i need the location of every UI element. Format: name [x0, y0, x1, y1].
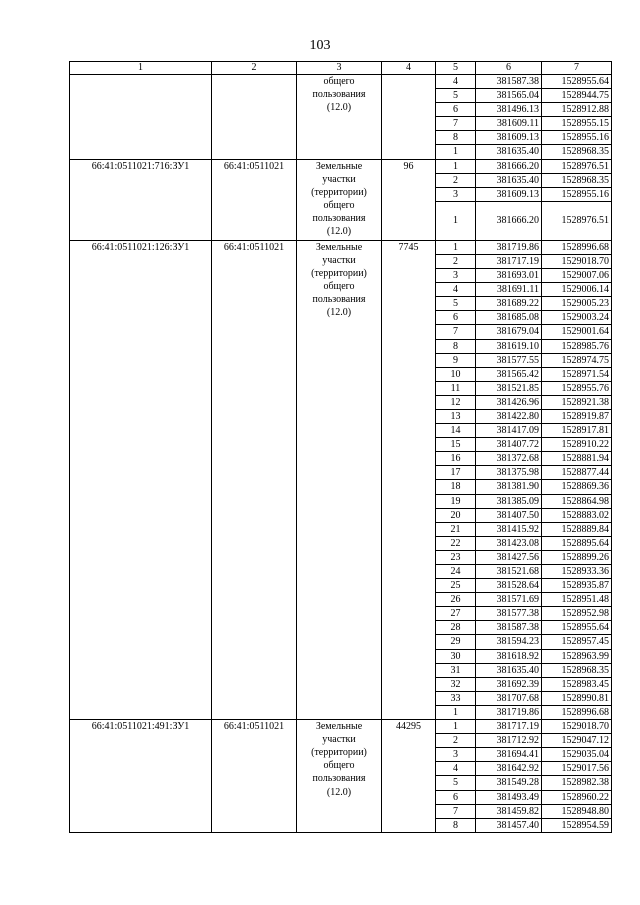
y-coordinate-cell: 1528954.59 [542, 818, 612, 832]
point-number-cell: 17 [436, 466, 476, 480]
y-coordinate-cell: 1529007.06 [542, 269, 612, 283]
point-number-cell: 26 [436, 593, 476, 607]
point-number-cell: 3 [436, 748, 476, 762]
x-coordinate-cell: 381407.50 [476, 508, 542, 522]
x-coordinate-cell: 381666.20 [476, 201, 542, 240]
point-number-cell: 21 [436, 522, 476, 536]
cadastral-quarter-cell: 66:41:0511021 [212, 720, 297, 833]
table-row [70, 159, 612, 173]
y-coordinate-cell: 1528955.76 [542, 381, 612, 395]
cadastral-quarter-cell: 66:41:0511021 [212, 240, 297, 719]
table-row [70, 75, 612, 89]
point-number-cell: 2 [436, 173, 476, 187]
header-col-7: 7 [542, 62, 612, 75]
y-coordinate-cell: 1528968.35 [542, 145, 612, 159]
x-coordinate-cell: 381422.80 [476, 409, 542, 423]
y-coordinate-cell: 1528864.98 [542, 494, 612, 508]
permitted-use-line: участки [322, 173, 356, 185]
x-coordinate-cell: 381619.10 [476, 339, 542, 353]
permitted-use-line: Земельные [315, 241, 363, 253]
point-number-cell: 5 [436, 297, 476, 311]
y-coordinate-cell: 1528976.51 [542, 201, 612, 240]
y-coordinate-cell: 1528935.87 [542, 579, 612, 593]
x-coordinate-cell: 381635.40 [476, 145, 542, 159]
x-coordinate-cell: 381717.19 [476, 254, 542, 268]
permitted-use-line: (12.0) [326, 226, 352, 238]
y-coordinate-cell: 1528951.48 [542, 593, 612, 607]
coordinates-table [69, 61, 612, 833]
point-number-cell: 8 [436, 818, 476, 832]
permitted-use-line: (территории) [311, 268, 367, 280]
x-coordinate-cell: 381423.08 [476, 536, 542, 550]
x-coordinate-cell: 381712.92 [476, 734, 542, 748]
y-coordinate-cell: 1528895.64 [542, 536, 612, 550]
point-number-cell: 12 [436, 395, 476, 409]
x-coordinate-cell: 381635.40 [476, 173, 542, 187]
point-number-cell: 2 [436, 254, 476, 268]
point-number-cell: 7 [436, 117, 476, 131]
x-coordinate-cell: 381679.04 [476, 325, 542, 339]
y-coordinate-cell: 1529018.70 [542, 254, 612, 268]
permitted-use-line: пользования [312, 89, 366, 101]
x-coordinate-cell: 381693.01 [476, 269, 542, 283]
point-number-cell: 16 [436, 452, 476, 466]
header-col-2: 2 [212, 62, 297, 75]
x-coordinate-cell: 381375.98 [476, 466, 542, 480]
area-cell: 96 [382, 159, 436, 240]
y-coordinate-cell: 1528960.22 [542, 790, 612, 804]
area-cell: 7745 [382, 240, 436, 719]
point-number-cell: 1 [436, 159, 476, 173]
y-coordinate-cell: 1529047.12 [542, 734, 612, 748]
point-number-cell: 29 [436, 635, 476, 649]
permitted-use-line: общего [323, 76, 355, 87]
table-row [70, 720, 612, 734]
y-coordinate-cell: 1529018.70 [542, 720, 612, 734]
y-coordinate-cell: 1528948.80 [542, 804, 612, 818]
y-coordinate-cell: 1528883.02 [542, 508, 612, 522]
x-coordinate-cell: 381565.42 [476, 367, 542, 381]
y-coordinate-cell: 1528955.16 [542, 131, 612, 145]
y-coordinate-cell: 1528955.64 [542, 75, 612, 89]
point-number-cell: 7 [436, 325, 476, 339]
y-coordinate-cell: 1529035.04 [542, 748, 612, 762]
x-coordinate-cell: 381635.40 [476, 663, 542, 677]
x-coordinate-cell: 381426.96 [476, 395, 542, 409]
x-coordinate-cell: 381459.82 [476, 804, 542, 818]
permitted-use-line: (12.0) [326, 102, 352, 114]
point-number-cell: 19 [436, 494, 476, 508]
point-number-cell: 3 [436, 187, 476, 201]
point-number-cell: 22 [436, 536, 476, 550]
point-number-cell: 6 [436, 103, 476, 117]
x-coordinate-cell: 381457.40 [476, 818, 542, 832]
y-coordinate-cell: 1529006.14 [542, 283, 612, 297]
x-coordinate-cell: 381496.13 [476, 103, 542, 117]
x-coordinate-cell: 381565.04 [476, 89, 542, 103]
x-coordinate-cell: 381689.22 [476, 297, 542, 311]
y-coordinate-cell: 1528910.22 [542, 438, 612, 452]
point-number-cell: 13 [436, 409, 476, 423]
header-col-3: 3 [297, 62, 382, 75]
point-number-cell: 4 [436, 75, 476, 89]
permitted-use-line: участки [322, 254, 356, 266]
permitted-use-cell [297, 75, 382, 160]
permitted-use-line: общего [323, 760, 355, 772]
header-row [70, 62, 612, 75]
y-coordinate-cell: 1528955.15 [542, 117, 612, 131]
x-coordinate-cell: 381587.38 [476, 75, 542, 89]
y-coordinate-cell: 1528982.38 [542, 776, 612, 790]
x-coordinate-cell: 381719.86 [476, 240, 542, 254]
point-number-cell: 8 [436, 339, 476, 353]
y-coordinate-cell: 1528996.68 [542, 240, 612, 254]
point-number-cell: 4 [436, 283, 476, 297]
permitted-use-cell [297, 720, 382, 833]
header-col-6: 6 [476, 62, 542, 75]
y-coordinate-cell: 1529001.64 [542, 325, 612, 339]
point-number-cell: 11 [436, 381, 476, 395]
permitted-use-line: Земельные [315, 160, 363, 172]
point-number-cell: 7 [436, 804, 476, 818]
y-coordinate-cell: 1529005.23 [542, 297, 612, 311]
point-number-cell: 6 [436, 311, 476, 325]
area-cell: 44295 [382, 720, 436, 833]
y-coordinate-cell: 1528944.75 [542, 89, 612, 103]
x-coordinate-cell: 381707.68 [476, 691, 542, 705]
permitted-use-line: пользования [312, 773, 366, 785]
point-number-cell: 23 [436, 550, 476, 564]
header-col-4: 4 [382, 62, 436, 75]
point-number-cell: 14 [436, 424, 476, 438]
y-coordinate-cell: 1528974.75 [542, 353, 612, 367]
y-coordinate-cell: 1528957.45 [542, 635, 612, 649]
permitted-use-line: (территории) [311, 747, 367, 759]
x-coordinate-cell: 381427.56 [476, 550, 542, 564]
x-coordinate-cell: 381571.69 [476, 593, 542, 607]
point-number-cell: 24 [436, 565, 476, 579]
permitted-use-line: участки [322, 734, 356, 746]
permitted-use-line: общего [323, 281, 355, 293]
point-number-cell: 2 [436, 734, 476, 748]
x-coordinate-cell: 381642.92 [476, 762, 542, 776]
cadastral-number-cell: 66:41:0511021:716:ЗУ1 [70, 159, 212, 240]
x-coordinate-cell: 381609.11 [476, 117, 542, 131]
y-coordinate-cell: 1528955.16 [542, 187, 612, 201]
point-number-cell: 25 [436, 579, 476, 593]
x-coordinate-cell: 381549.28 [476, 776, 542, 790]
x-coordinate-cell: 381685.08 [476, 311, 542, 325]
point-number-cell: 1 [436, 720, 476, 734]
point-number-cell: 30 [436, 649, 476, 663]
x-coordinate-cell: 381587.38 [476, 621, 542, 635]
point-number-cell: 32 [436, 677, 476, 691]
y-coordinate-cell: 1528963.99 [542, 649, 612, 663]
point-number-cell: 5 [436, 89, 476, 103]
x-coordinate-cell: 381577.38 [476, 607, 542, 621]
x-coordinate-cell: 381692.39 [476, 677, 542, 691]
y-coordinate-cell: 1528933.36 [542, 565, 612, 579]
y-coordinate-cell: 1528912.88 [542, 103, 612, 117]
y-coordinate-cell: 1528968.35 [542, 173, 612, 187]
x-coordinate-cell: 381666.20 [476, 159, 542, 173]
y-coordinate-cell: 1528952.98 [542, 607, 612, 621]
cadastral-quarter-cell [212, 75, 297, 160]
permitted-use-cell [297, 159, 382, 240]
point-number-cell: 33 [436, 691, 476, 705]
area-cell [382, 75, 436, 160]
x-coordinate-cell: 381417.09 [476, 424, 542, 438]
point-number-cell: 15 [436, 438, 476, 452]
x-coordinate-cell: 381577.55 [476, 353, 542, 367]
x-coordinate-cell: 381415.92 [476, 522, 542, 536]
x-coordinate-cell: 381528.64 [476, 579, 542, 593]
permitted-use-line: (территории) [311, 186, 367, 198]
point-number-cell: 20 [436, 508, 476, 522]
y-coordinate-cell: 1528976.51 [542, 159, 612, 173]
y-coordinate-cell: 1528983.45 [542, 677, 612, 691]
y-coordinate-cell: 1528919.87 [542, 409, 612, 423]
point-number-cell: 10 [436, 367, 476, 381]
x-coordinate-cell: 381594.23 [476, 635, 542, 649]
y-coordinate-cell: 1528917.81 [542, 424, 612, 438]
y-coordinate-cell: 1528985.76 [542, 339, 612, 353]
permitted-use-line: (12.0) [326, 307, 352, 319]
table-row [70, 240, 612, 254]
y-coordinate-cell: 1528921.38 [542, 395, 612, 409]
x-coordinate-cell: 381717.19 [476, 720, 542, 734]
x-coordinate-cell: 381372.68 [476, 452, 542, 466]
x-coordinate-cell: 381618.92 [476, 649, 542, 663]
x-coordinate-cell: 381609.13 [476, 187, 542, 201]
cadastral-number-cell [70, 75, 212, 160]
point-number-cell: 18 [436, 480, 476, 494]
y-coordinate-cell: 1529003.24 [542, 311, 612, 325]
y-coordinate-cell: 1529017.56 [542, 762, 612, 776]
x-coordinate-cell: 381609.13 [476, 131, 542, 145]
cadastral-number-cell: 66:41:0511021:126:ЗУ1 [70, 240, 212, 719]
x-coordinate-cell: 381493.49 [476, 790, 542, 804]
y-coordinate-cell: 1528889.84 [542, 522, 612, 536]
point-number-cell: 1 [436, 201, 476, 240]
x-coordinate-cell: 381381.90 [476, 480, 542, 494]
x-coordinate-cell: 381691.11 [476, 283, 542, 297]
x-coordinate-cell: 381694.41 [476, 748, 542, 762]
point-number-cell: 1 [436, 240, 476, 254]
table-body [70, 75, 612, 833]
permitted-use-line: пользования [312, 294, 366, 306]
x-coordinate-cell: 381719.86 [476, 705, 542, 719]
y-coordinate-cell: 1528955.64 [542, 621, 612, 635]
permitted-use-line: (12.0) [326, 786, 352, 798]
cadastral-number-cell: 66:41:0511021:491:ЗУ1 [70, 720, 212, 833]
permitted-use-cell [297, 240, 382, 719]
permitted-use-line: общего [323, 199, 355, 211]
point-number-cell: 28 [436, 621, 476, 635]
point-number-cell: 9 [436, 353, 476, 367]
cadastral-quarter-cell: 66:41:0511021 [212, 159, 297, 240]
y-coordinate-cell: 1528877.44 [542, 466, 612, 480]
point-number-cell: 31 [436, 663, 476, 677]
permitted-use-line: Земельные [315, 721, 363, 733]
y-coordinate-cell: 1528971.54 [542, 367, 612, 381]
y-coordinate-cell: 1528990.81 [542, 691, 612, 705]
y-coordinate-cell: 1528869.36 [542, 480, 612, 494]
point-number-cell: 1 [436, 705, 476, 719]
point-number-cell: 3 [436, 269, 476, 283]
point-number-cell: 1 [436, 145, 476, 159]
y-coordinate-cell: 1528996.68 [542, 705, 612, 719]
y-coordinate-cell: 1528899.26 [542, 550, 612, 564]
y-coordinate-cell: 1528968.35 [542, 663, 612, 677]
x-coordinate-cell: 381521.68 [476, 565, 542, 579]
header-col-5: 5 [436, 62, 476, 75]
point-number-cell: 6 [436, 790, 476, 804]
point-number-cell: 27 [436, 607, 476, 621]
permitted-use-line: пользования [312, 212, 366, 224]
page-number: 103 [309, 38, 331, 53]
x-coordinate-cell: 381407.72 [476, 438, 542, 452]
x-coordinate-cell: 381385.09 [476, 494, 542, 508]
point-number-cell: 5 [436, 776, 476, 790]
point-number-cell: 8 [436, 131, 476, 145]
header-col-1: 1 [70, 62, 212, 75]
y-coordinate-cell: 1528881.94 [542, 452, 612, 466]
x-coordinate-cell: 381521.85 [476, 381, 542, 395]
point-number-cell: 4 [436, 762, 476, 776]
